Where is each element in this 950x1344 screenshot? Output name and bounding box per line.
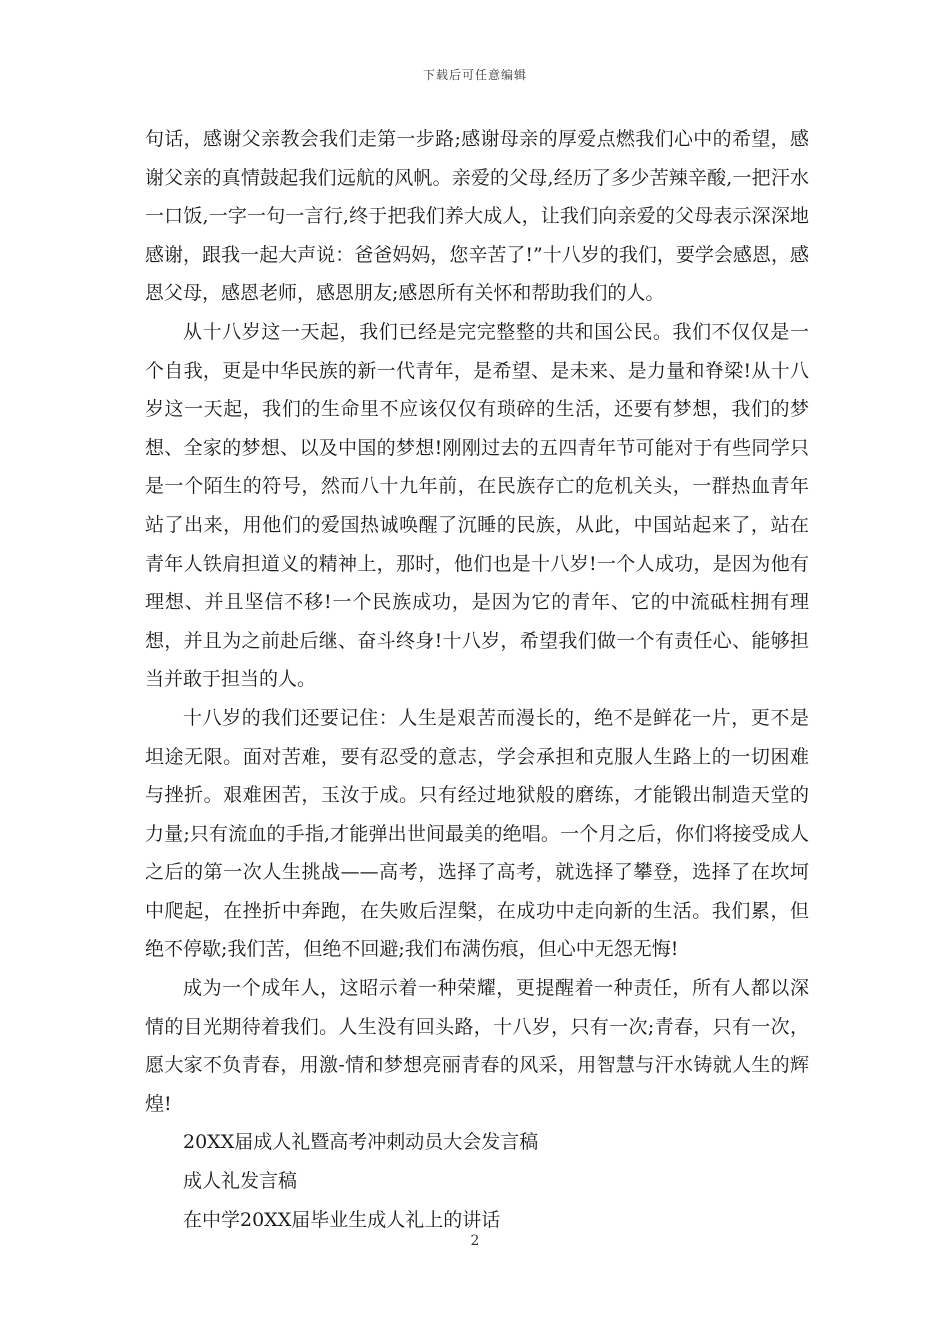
document-body <box>145 120 809 1239</box>
related-title: 在中学20XX届毕业生成人礼上的讲话 <box>183 1208 501 1231</box>
page-number: 2 <box>470 1233 480 1249</box>
related-title: 20XX届成人礼暨高考冲刺动员大会发言稿 <box>183 1131 539 1154</box>
paragraph: 十八岁的我们还要记住：人生是艰苦而漫长的，绝不是鲜花一片，更不是坦途无限。面对苦难，要有忍受的意志，学会承担和克服人生路上的一切困难与挫折。艰难困苦，玉汝于成。只有经过地狱般的磨练，才能锻出制造天堂的力量;只有流血的手指,才能弹出世间最美的绝唱。一个月之后，你们将接受成人之后的第一次人生挑战——高考，选择了高考，就选择了攀登，选择了在坎坷中爬起，在挫折中奔跑，在失败后涅槃，在成功中走向新的生活。我们累，但绝不停歇;我们苦，但绝不回避;我们布满伤痕，但心中无怨无悔! <box>145 706 809 961</box>
related-titles-list <box>145 1123 809 1239</box>
related-title: 成人礼发言稿 <box>183 1170 298 1193</box>
paragraph: 从十八岁这一天起，我们已经是完完整整的共和国公民。我们不仅仅是一个自我，更是中华民族的新一代青年，是希望、是未来、是力量和脊梁!从十八岁这一天起，我们的生命里不应该仅仅有琐碎的生活，还要有梦想，我们的梦想、全家的梦想、以及中国的梦想!刚刚过去的五四青年节可能对于有些同学只是一个陌生的符号，然而八十九年前，在民族存亡的危机关头，一群热血青年站了出来，用他们的爱国热诚唤醒了沉睡的民族，从此，中国站起来了，站在青年人铁肩担道义的精神上，那时，他们也是十八岁!一个人成功，是因为他有理想、并且坚信不移!一个民族成功，是因为它的青年、它的中流砥柱拥有理想，并且为之前赴后继、奋斗终身!十八岁，希望我们做一个有责任心、能够担当并敢于担当的人。 <box>145 320 809 691</box>
paragraph-continued: 句话，感谢父亲教会我们走第一步路;感谢母亲的厚爱点燃我们心中的希望，感谢父亲的真情鼓起我们远航的风帆。亲爱的父母,经历了多少苦辣辛酸,一把汗水一口饭,一字一句一言行,终于把我们养大成人，让我们向亲爱的父母表示深深地感谢，跟我一起大声说：爸爸妈妈，您辛苦了!”十八岁的我们，要学会感恩，感恩父母，感恩老师，感恩朋友;感恩所有关怀和帮助我们的人。 <box>145 128 809 305</box>
page-header: 下载后可任意编辑 <box>422 68 527 82</box>
paragraph: 成为一个成年人，这昭示着一种荣耀，更提醒着一种责任，所有人都以深情的目光期待着我们。人生没有回头路，十八岁，只有一次;青春，只有一次，愿大家不负青春，用激-情和梦想亮丽青春的风采，用智慧与汗水铸就人生的辉煌! <box>145 977 809 1115</box>
